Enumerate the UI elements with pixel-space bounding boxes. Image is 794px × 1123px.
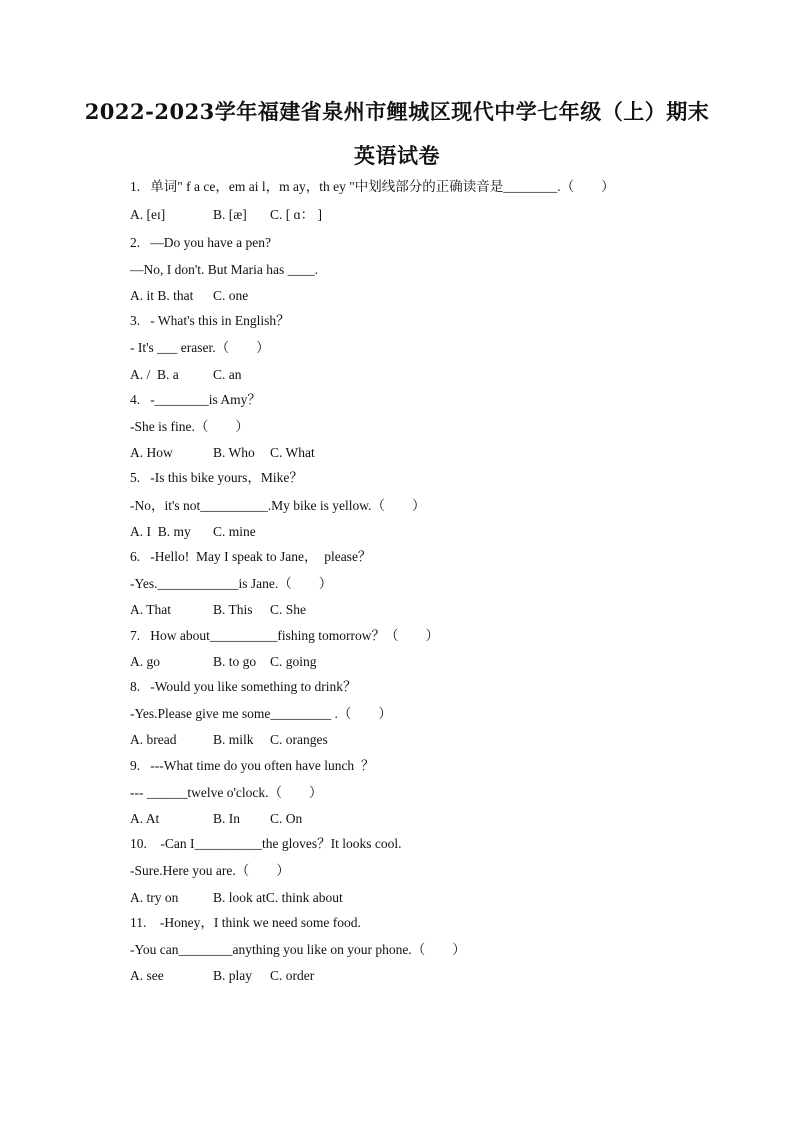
option-c: C. order: [270, 968, 315, 983]
question-7-options: [130, 653, 317, 671]
question-2-options: [130, 287, 248, 305]
option-a: A. At: [130, 811, 160, 826]
option-c: C. oranges: [270, 732, 328, 747]
question-5-reply: -No，it's not__________.My bike is yellow.（ ）: [130, 498, 426, 513]
question-5: 5. -Is this bike yours，Mike？: [130, 470, 303, 485]
question-3-options: [130, 366, 242, 384]
option-c: C. one: [213, 288, 249, 303]
question-4-reply: -She is fine.（ ）: [130, 419, 249, 434]
paper-title-line2: 英语试卷: [354, 143, 440, 168]
option-c: C. mine: [213, 524, 256, 539]
option-a: A. [eɪ]: [130, 207, 166, 222]
question-9-options: [130, 810, 302, 828]
option-a: A. try on: [130, 890, 179, 905]
option-b: B. Who: [213, 445, 255, 460]
question-8-reply: -Yes.Please give me some_________ .（ ）: [130, 706, 392, 721]
option-a: A. I B. my: [130, 524, 191, 539]
question-2-reply: —No, I don't. But Maria has ____.: [130, 262, 319, 277]
question-9-reply: --- ______twelve o'clock.（ ）: [130, 785, 323, 800]
question-10-options: [130, 889, 343, 907]
option-a: A. see: [130, 968, 164, 983]
option-a: A. That: [130, 602, 171, 617]
option-c: C. [ ɑ： ]: [270, 207, 323, 222]
question-7: 7. How about__________fishing tomorrow？（ ）: [130, 628, 439, 643]
question-3: 3. - What's this in English？: [130, 313, 290, 328]
option-c: C. going: [270, 654, 317, 669]
question-6-reply: -Yes.____________is Jane.（ ）: [130, 576, 333, 591]
question-10: 10. -Can I__________the gloves？It looks cool.: [130, 836, 402, 851]
question-1: 1. 单词" f a ce，em ai l，m ay，th ey "中划线部分的正确读音是________.（ ）: [130, 179, 615, 194]
option-c: C. On: [270, 811, 303, 826]
paper-title-line1: 2022-2023学年福建省泉州市鲤城区现代中学七年级（上）期末: [84, 99, 710, 124]
option-c: C. What: [270, 445, 315, 460]
option-b: B. look atC. think about: [213, 890, 343, 905]
option-a: A. How: [130, 445, 173, 460]
question-6: 6. -Hello! May I speak to Jane， please？: [130, 549, 372, 564]
question-4: 4. -________is Amy？: [130, 392, 261, 407]
option-a: A. / B. a: [130, 367, 179, 382]
question-10-reply: -Sure.Here you are.（ ）: [130, 863, 290, 878]
option-c: C. She: [270, 602, 307, 617]
question-6-options: [130, 601, 306, 619]
option-b: B. [æ]: [213, 207, 247, 222]
question-1-options: [130, 206, 322, 224]
question-2: 2. —Do you have a pen?: [130, 235, 271, 250]
option-c: C. an: [213, 367, 242, 382]
option-b: B. In: [213, 811, 240, 826]
question-8-options: [130, 731, 328, 749]
option-a: A. it B. that: [130, 288, 194, 303]
question-3-reply: - It's ___ eraser.（ ）: [130, 340, 270, 355]
option-a: A. bread: [130, 732, 177, 747]
option-b: B. milk: [213, 732, 254, 747]
question-11: 11. -Honey，I think we need some food.: [130, 915, 361, 930]
question-9: 9. ---What time do you often have lunch ？: [130, 758, 375, 773]
option-b: B. This: [213, 602, 253, 617]
question-5-options: [130, 523, 256, 541]
option-b: B. to go: [213, 654, 257, 669]
option-b: B. play: [213, 968, 252, 983]
question-8: 8. -Would you like something to drink？: [130, 679, 357, 694]
question-11-options: [130, 967, 314, 985]
option-a: A. go: [130, 654, 160, 669]
question-4-options: [130, 444, 315, 462]
question-11-reply: -You can________anything you like on your phone.（ ）: [130, 942, 466, 957]
